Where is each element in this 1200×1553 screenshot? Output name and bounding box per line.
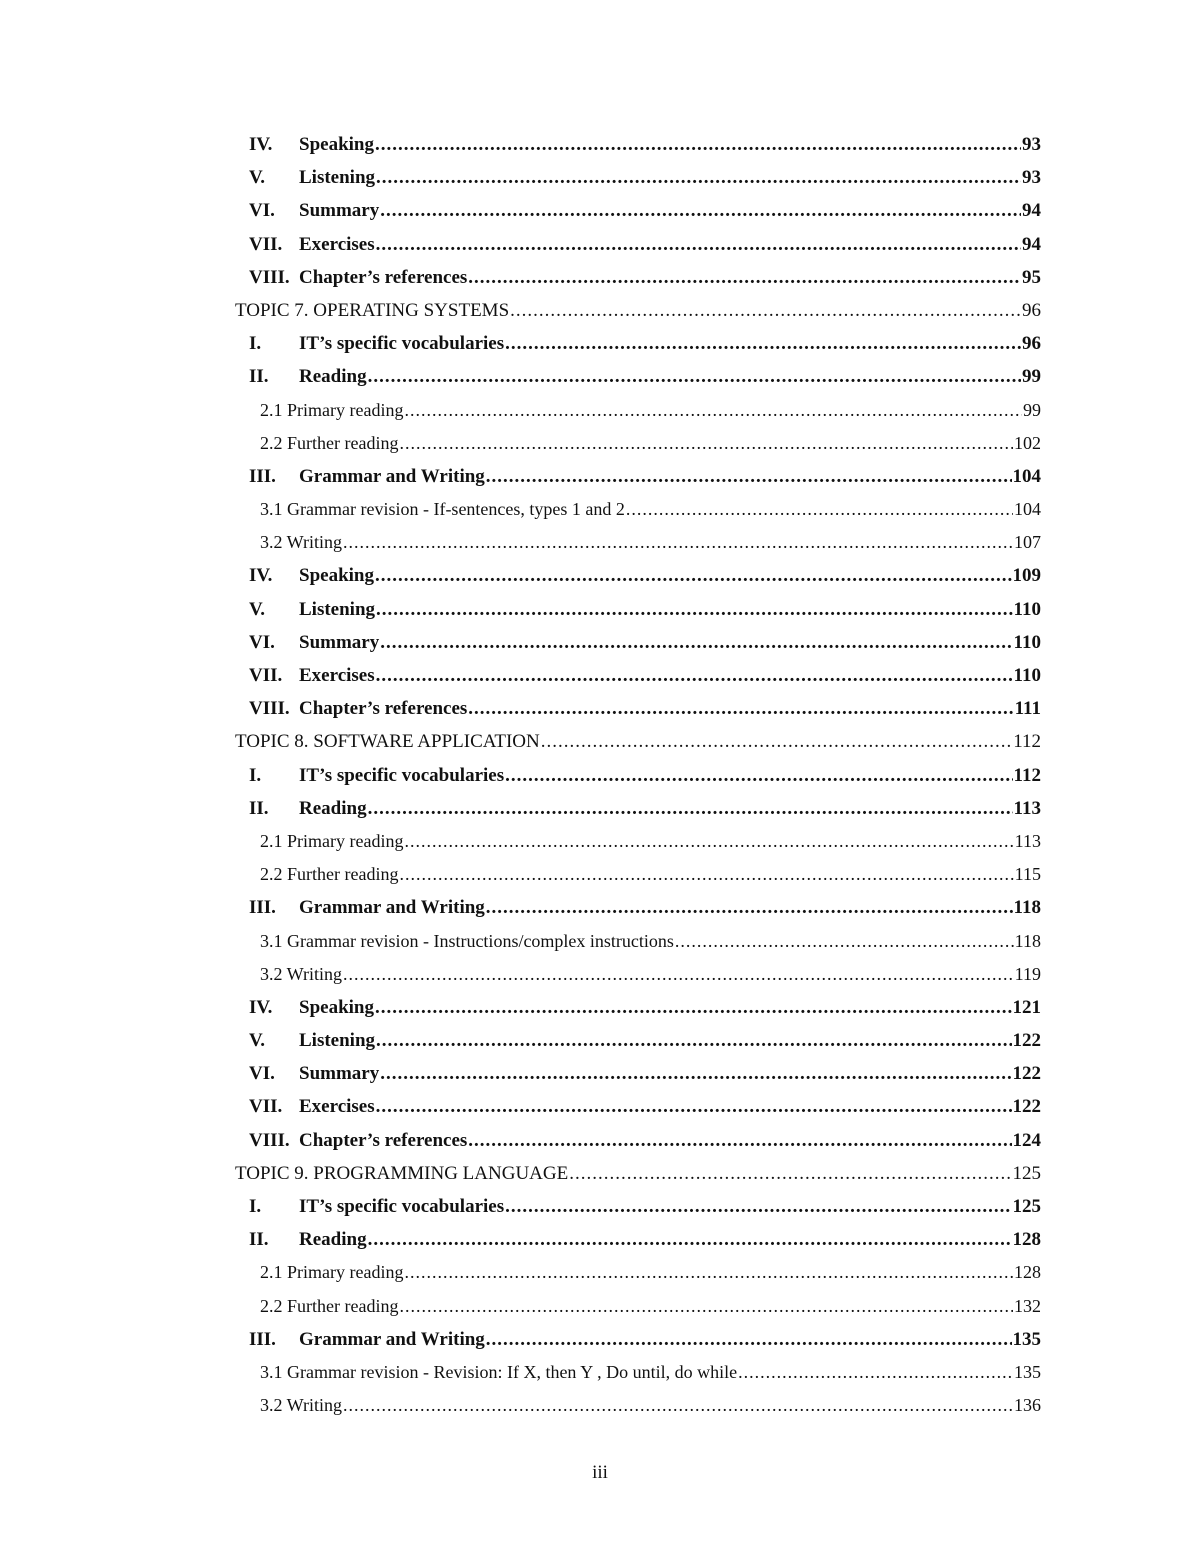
toc-entry[interactable] [235,493,1041,526]
toc-entry[interactable] [235,460,1041,493]
toc-entry-page: 113 [1014,830,1041,851]
toc-entry-page: 99 [1023,399,1041,420]
toc-entry[interactable] [235,194,1041,227]
toc-entry-number: V. [249,1030,266,1052]
dot-leader [343,958,1014,991]
dot-leader [368,792,1013,825]
toc-entry[interactable] [235,360,1041,393]
toc-entry-title: TOPIC 8. SOFTWARE APPLICATION [235,731,540,753]
toc-entry-number: IV. [249,996,273,1018]
toc-entry[interactable] [235,1124,1041,1157]
toc-entry-number: I. [249,764,262,786]
dot-leader [376,161,1021,194]
toc-entry-title: Listening [299,598,376,620]
toc-entry[interactable] [235,228,1041,261]
toc-entry-page: 112 [1013,731,1041,753]
toc-entry-number: III. [249,897,276,919]
toc-entry-title: 2.1 Primary reading [260,830,404,851]
toc-entry-page: 122 [1012,1096,1041,1118]
toc-entry-title: 2.2 Further reading [260,1295,399,1316]
dot-leader [675,925,1014,958]
toc-entry-title: Chapter’s references [299,266,468,288]
toc-entry[interactable] [235,759,1041,792]
toc-entry[interactable] [235,1090,1041,1123]
toc-entry[interactable] [235,792,1041,825]
toc-entry-page: 94 [1022,200,1041,222]
toc-entry-page: 118 [1013,897,1041,919]
toc-entry-title: 2.1 Primary reading [260,1262,404,1283]
toc-entry-title: Reading [299,366,367,388]
dot-leader [399,427,1013,460]
toc-entry-number: VIII. [249,698,290,720]
toc-entry-title: IT’s specific vocabularies [299,1196,505,1217]
dot-leader [505,1190,1011,1223]
toc-entry[interactable] [235,128,1041,161]
toc-entry[interactable] [235,991,1041,1024]
toc-entry-number: V. [249,167,266,189]
toc-entry-number: IV. [249,565,273,587]
toc-entry[interactable] [235,1323,1041,1356]
dot-leader [505,327,1021,360]
toc-entry-title: Chapter’s references [299,1129,468,1151]
toc-entry-title: IT’s specific vocabularies [299,764,505,786]
dot-leader [376,1090,1012,1123]
toc-entry-title: 2.2 Further reading [260,864,399,885]
toc-entry-title: Exercises [299,233,375,255]
toc-entry-number: VI. [249,631,275,653]
toc-entry-page: 128 [1014,1262,1041,1283]
toc-entry-page: 96 [1022,299,1041,321]
toc-entry[interactable] [235,261,1041,294]
dot-leader [376,228,1021,261]
toc-entry-title: 2.2 Further reading [260,432,399,453]
toc-entry-number: IV. [249,134,273,155]
dot-leader [380,1057,1011,1090]
dot-leader [510,294,1021,327]
dot-leader [375,559,1012,592]
toc-entry-title: 3.2 Writing [260,963,342,984]
toc-entry-number: I. [249,1196,262,1217]
toc-entry[interactable] [235,659,1041,692]
toc-entry-page: 110 [1013,598,1041,620]
toc-entry-number: II. [249,797,269,819]
toc-entry-page: 93 [1022,134,1041,155]
toc-entry[interactable] [235,427,1041,460]
dot-leader [468,261,1021,294]
toc-entry-title: 3.2 Writing [260,532,342,553]
toc-entry[interactable] [235,394,1041,427]
dot-leader [343,1389,1013,1422]
toc-entry-title: Reading [299,797,367,819]
toc-entry-page: 119 [1014,963,1041,984]
toc-entry-title: IT’s specific vocabularies [299,333,505,355]
toc-entry-page: 112 [1013,764,1041,786]
toc-entry-title: Listening [299,1030,376,1052]
dot-leader [375,128,1021,161]
toc-entry-number: III. [249,465,276,487]
toc-entry-title: Chapter’s references [299,698,468,720]
toc-entry[interactable] [235,1356,1041,1389]
toc-entry-title: TOPIC 7. OPERATING SYSTEMS [235,299,510,321]
toc-entry-page: 104 [1012,465,1041,487]
dot-leader [376,593,1013,626]
toc-entry-page: 125 [1012,1162,1041,1184]
dot-leader [343,526,1013,559]
toc-entry-title: Listening [299,167,376,189]
dot-leader [376,1024,1011,1057]
dot-leader [626,493,1013,526]
toc-entry-title: 2.1 Primary reading [260,399,404,420]
toc-entry-title: Exercises [299,1096,375,1118]
dot-leader [399,858,1013,891]
toc-entry-page: 121 [1012,996,1041,1018]
toc-entry-title: Exercises [299,665,375,686]
toc-entry-title: Grammar and Writing [299,1328,485,1350]
toc-entry[interactable] [235,161,1041,194]
dot-leader [468,692,1013,725]
toc-entry[interactable] [235,1024,1041,1057]
toc-entry-page: 110 [1013,631,1041,653]
toc-entry[interactable] [235,559,1041,592]
toc-entry[interactable] [235,891,1041,924]
toc-entry-title: 3.1 Grammar revision - Instructions/complex instructions [260,930,674,951]
toc-entry-title: 3.2 Writing [260,1395,342,1416]
toc-entry[interactable] [235,858,1041,891]
dot-leader [486,1323,1012,1356]
toc-entry-number: VII. [249,665,283,686]
toc-entry-page: 122 [1012,1030,1041,1052]
toc-entry-page: 102 [1014,432,1041,453]
toc-entry-title: Summary [299,1063,380,1085]
dot-leader [505,759,1012,792]
toc-entry-page: 94 [1022,233,1041,255]
page-number: iii [592,1462,608,1483]
toc-entry-number: VI. [249,200,275,222]
toc-entry[interactable] [235,925,1041,958]
toc-entry-page: 99 [1022,366,1041,388]
toc-entry-title: Grammar and Writing [299,465,485,487]
toc-entry-title: Grammar and Writing [299,897,485,919]
toc-entry[interactable] [235,1256,1041,1289]
toc-entry-title: Summary [299,631,380,653]
toc-entry-number: III. [249,1328,276,1350]
toc-entry-title: 3.1 Grammar revision - If-sentences, types 1 and 2 [260,499,625,520]
toc-entry-title: Reading [299,1229,367,1251]
toc-entry-number: II. [249,1229,269,1251]
toc-entry-number: VI. [249,1063,275,1085]
toc-entry-page: 125 [1012,1196,1041,1217]
toc-entry-page: 115 [1014,864,1041,885]
toc-entry-number: I. [249,333,262,355]
toc-entry-number: V. [249,598,266,620]
toc-entry-title: Speaking [299,996,374,1018]
dot-leader [486,460,1012,493]
dot-leader [468,1124,1011,1157]
toc-entry[interactable] [235,593,1041,626]
toc-entry[interactable] [235,294,1041,327]
toc-entry[interactable] [235,327,1041,360]
toc-entry-page: 118 [1014,930,1041,951]
toc-entry-number: VIII. [249,1129,290,1151]
toc-entry-page: 128 [1012,1229,1041,1251]
dot-leader [380,194,1021,227]
toc-entry[interactable] [235,1190,1041,1223]
toc-entry-page: 135 [1012,1328,1041,1350]
dot-leader [375,991,1012,1024]
table-of-contents [235,128,1041,1422]
dot-leader [486,891,1013,924]
toc-entry-number: VII. [249,233,283,255]
dot-leader [399,1290,1013,1323]
toc-entry-page: 109 [1012,565,1041,587]
dot-leader [404,825,1013,858]
toc-entry[interactable] [235,1057,1041,1090]
toc-entry-page: 95 [1022,266,1041,288]
toc-entry[interactable] [235,825,1041,858]
dot-leader [404,1256,1013,1289]
toc-entry-page: 93 [1022,167,1041,189]
dot-leader [569,1157,1011,1190]
dot-leader [541,725,1012,758]
toc-entry-page: 124 [1012,1129,1041,1151]
toc-entry-page: 122 [1012,1063,1041,1085]
toc-entry[interactable] [235,1157,1041,1190]
toc-entry[interactable] [235,725,1041,758]
toc-entry-page: 132 [1014,1295,1041,1316]
toc-entry-page: 135 [1014,1361,1041,1382]
dot-leader [368,360,1021,393]
toc-entry[interactable] [235,1223,1041,1256]
dot-leader [368,1223,1012,1256]
toc-entry-title: TOPIC 9. PROGRAMMING LANGUAGE [235,1162,569,1184]
toc-entry[interactable] [235,692,1041,725]
dot-leader [376,659,1013,692]
toc-entry-page: 96 [1022,333,1041,355]
toc-entry[interactable] [235,626,1041,659]
toc-entry-page: 111 [1014,698,1041,720]
toc-entry[interactable] [235,526,1041,559]
toc-entry-number: VII. [249,1096,283,1118]
toc-entry-title: Speaking [299,565,374,587]
toc-entry-title: Speaking [299,134,374,155]
toc-entry-title: Summary [299,200,380,222]
toc-entry[interactable] [235,958,1041,991]
dot-leader [738,1356,1013,1389]
toc-entry-page: 110 [1013,665,1041,686]
toc-entry-title: 3.1 Grammar revision - Revision: If X, then Y , Do until, do while [260,1361,738,1382]
dot-leader [380,626,1012,659]
toc-entry-number: VIII. [249,266,290,288]
toc-entry-page: 104 [1014,499,1041,520]
toc-entry-page: 107 [1014,532,1041,553]
toc-entry-page: 113 [1013,797,1041,819]
toc-entry[interactable] [235,1290,1041,1323]
dot-leader [404,394,1022,427]
toc-entry[interactable] [235,1389,1041,1422]
toc-entry-number: II. [249,366,269,388]
toc-entry-page: 136 [1014,1395,1041,1416]
